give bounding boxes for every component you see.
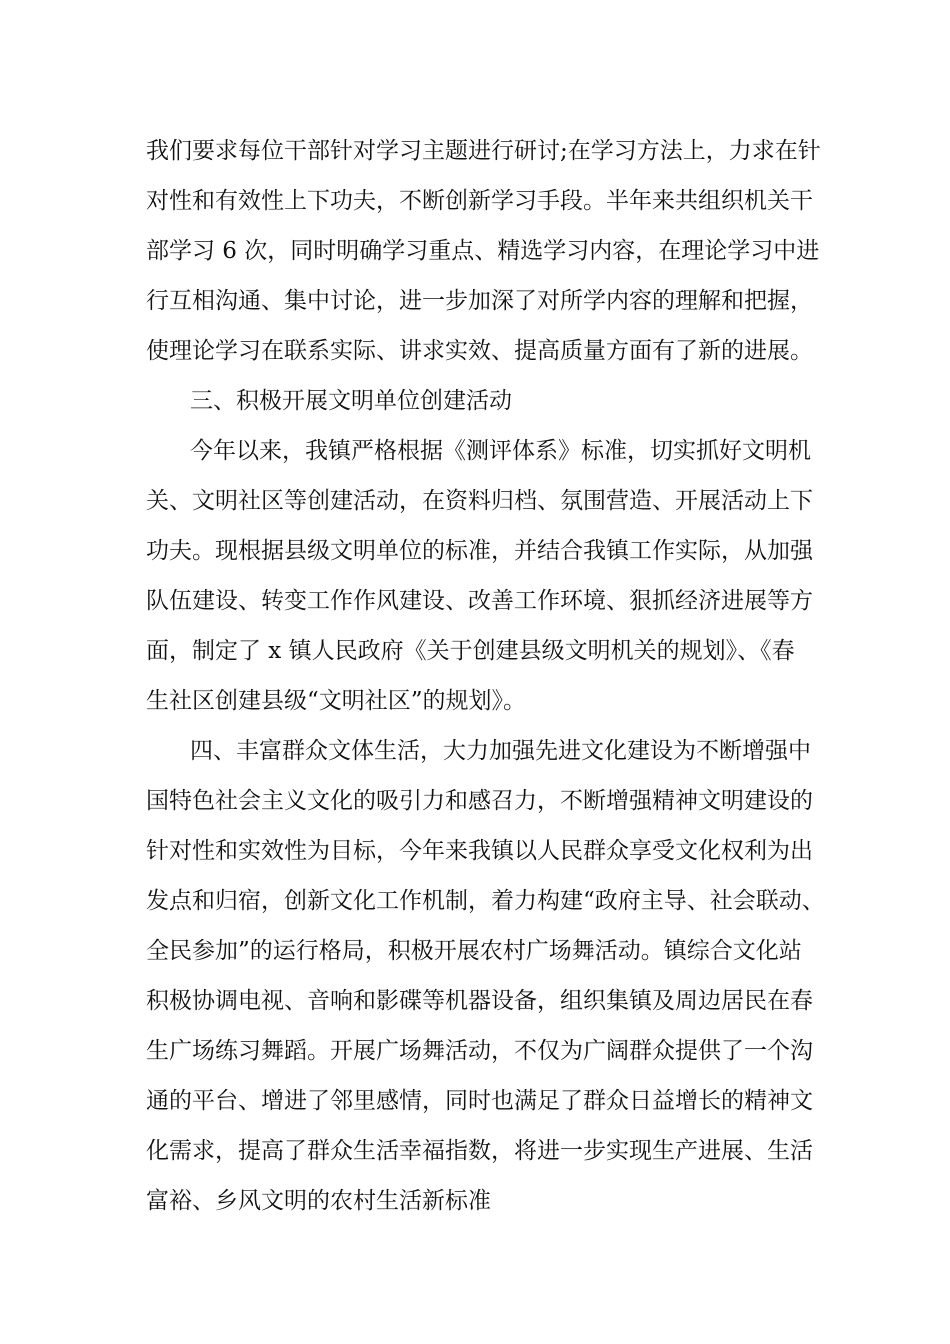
- paragraph-line: 关、文明社区等创建活动，在资料归档、氛围营造、开展活动上下: [146, 488, 813, 514]
- paragraph-line: 面，制定了 x 镇人民政府《关于创建县级文明机关的规划》、《春: [146, 638, 795, 664]
- paragraph-line: 针对性和实效性为目标，今年来我镇以人民群众享受文化权利为出: [146, 838, 813, 864]
- paragraph-line: 国特色社会主义文化的吸引力和感召力，不断增强精神文明建设的: [146, 788, 813, 814]
- paragraph-line: 富裕、乡风文明的农村生活新标准: [146, 1188, 491, 1214]
- paragraph-line: 行互相沟通、集中讨论，进一步加深了对所学内容的理解和把握，: [146, 288, 813, 314]
- paragraph-line: 积极协调电视、音响和影碟等机器设备，组织集镇及周边居民在春: [146, 988, 813, 1014]
- section-heading: 三、积极开展文明单位创建活动: [190, 388, 512, 414]
- section-heading: 四、丰富群众文体生活，大力加强先进文化建设为不断增强中: [190, 738, 811, 764]
- paragraph-line: 化需求，提高了群众生活幸福指数，将进一步实现生产进展、生活: [146, 1138, 813, 1164]
- paragraph-line: 今年以来，我镇严格根据《测评体系》标准，切实抓好文明机: [190, 438, 811, 464]
- paragraph-line: 功夫。现根据县级文明单位的标准，并结合我镇工作实际，从加强: [146, 538, 813, 564]
- paragraph-line: 生广场练习舞蹈。开展广场舞活动，不仅为广阔群众提供了一个沟: [146, 1038, 813, 1064]
- paragraph-line: 生社区创建县级“文明社区”的规划》。: [146, 688, 527, 714]
- paragraph-line: 对性和有效性上下功夫，不断创新学习手段。半年来共组织机关干: [146, 188, 813, 214]
- paragraph-line: 使理论学习在联系实际、讲求实效、提高质量方面有了新的进展。: [146, 338, 813, 364]
- paragraph-line: 发点和归宿，创新文化工作机制，着力构建“政府主导、社会联动、: [146, 888, 825, 914]
- paragraph-line: 通的平台、增进了邻里感情，同时也满足了群众日益增长的精神文: [146, 1088, 813, 1114]
- paragraph-line: 我们要求每位干部针对学习主题进行研讨;在学习方法上，力求在针: [146, 138, 821, 164]
- paragraph-line: 部学习 6 次，同时明确学习重点、精选学习内容，在理论学习中进: [146, 238, 820, 264]
- paragraph-line: 队伍建设、转变工作作风建设、改善工作环境、狠抓经济进展等方: [146, 588, 813, 614]
- paragraph-line: 全民参加”的运行格局，积极开展农村广场舞活动。镇综合文化站: [146, 938, 802, 964]
